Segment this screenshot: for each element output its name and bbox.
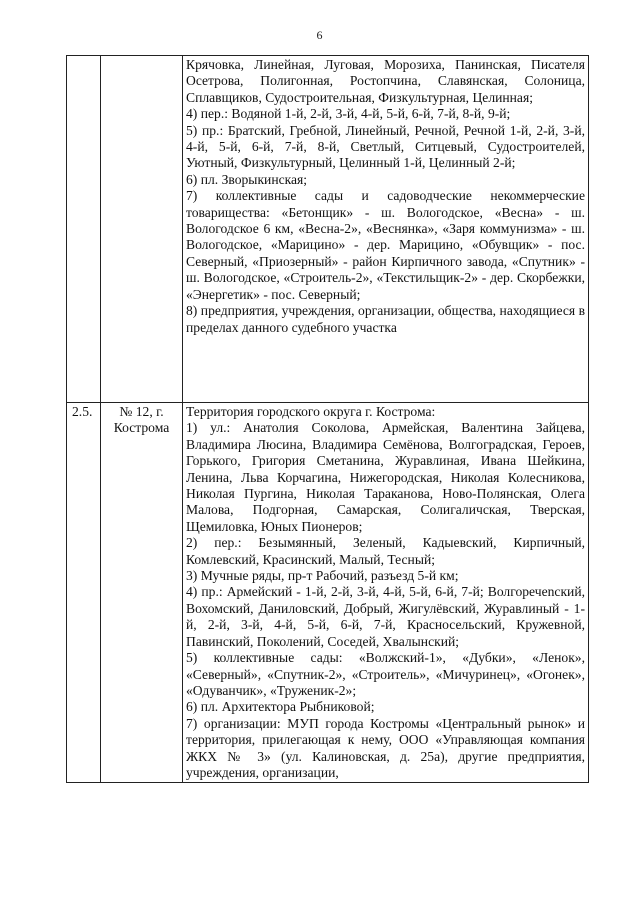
territory-paragraph: 4) пер.: Водяной 1-й, 2-й, 3-й, 4-й, 5-й, 6-й, 7-й, 8-й, 9-й; bbox=[186, 106, 511, 122]
row-number: 2.5. bbox=[67, 403, 101, 783]
territory-paragraph: 7) организации: МУП города Костромы «Центральный рынок» и территория, прилегающая к нему, ООО «Управляющая компания ЖКХ № 3» (ул. Калиновская, д. 25а), другие предприятия, учреждения, организации, bbox=[186, 715, 585, 780]
table-row bbox=[67, 403, 589, 783]
territory-paragraph: 7) коллективные сады и садоводческие некоммерческие товарищества: «Бетонщик» - ш. Вологодское, «Весна» - ш. Вологодское 6 км, «Весна-2», «Веснянка», «Заря коммунизма» - ш. Вологодское, «Марицино» - дер. Марицино, «Обувщик» - пос. Северный, «Приозерный» - район Кирпичного завода, «Спутник» - ш. Вологодское, «Строитель-2», «Текстильщик-2» - дер. Скорбежки, «Энергетик» - пос. Северный; bbox=[186, 188, 585, 302]
row-number bbox=[67, 56, 101, 403]
territory-paragraph: Территория городского округа г. Кострома: bbox=[186, 404, 436, 419]
court-name: № 12, г. Кострома bbox=[101, 403, 183, 783]
territory-paragraph: 5) пр.: Братский, Гребной, Линейный, Речной, Речной 1-й, 2-й, 3-й, 4-й, 5-й, 6-й, 7-й, 8-й, Светлый, Ситцевый, Судостроителей, Уютный, Физкультурный, Целинный 1-й, Целинный 2-й; bbox=[186, 122, 585, 171]
territory-cell bbox=[183, 56, 589, 403]
territory-cell bbox=[183, 403, 589, 783]
territory-paragraph: 4) пр.: Армейский - 1-й, 2-й, 3-й, 4-й, 5-й, 6-й, 7-й; Волгоречеnский, Вохомский, Даниловский, Добрый, Жигулёвский, Журавлиный - 1-й, 2-й, 3-й, 4-й, 5-й, 6-й, 7-й, Красносельский, Кружевной, Павинский, Поколений, Соседей, Хвалынский; bbox=[186, 584, 585, 649]
territory-paragraph: 3) Мучные ряды, пр-т Рабочий, разъезд 5-й км; bbox=[186, 568, 459, 584]
page-number: 6 bbox=[316, 28, 323, 42]
territory-paragraph: 5) коллективные сады: «Волжский-1», «Дубки», «Ленок», «Северный», «Спутник-2», «Строитель», «Мичуринец», «Огонек», «Одуванчик», «Труженик-2»; bbox=[186, 650, 585, 698]
territory-paragraph: Крячовка, Линейная, Луговая, Морозиха, Панинская, Писателя Осетрова, Полигонная, Ростопчина, Славянская, Солоница, Сплавщиков, Судостроительная, Физкультурная, Целинная; bbox=[186, 57, 585, 105]
court-name bbox=[101, 56, 183, 403]
territory-paragraph: 8) предприятия, учреждения, организации, общества, находящиеся в пределах данного судебного участка bbox=[186, 303, 585, 335]
territory-paragraph: 6) пл. Архитектора Рыбниковой; bbox=[186, 699, 375, 715]
table-row bbox=[67, 56, 589, 403]
court-districts-table bbox=[66, 55, 589, 783]
territory-paragraph: 1) ул.: Анатолия Соколова, Армейская, Валентина Зайцева, Владимира Люсина, Владимира Семёнова, Волгоградская, Героев, Горького, Григория Сметанина, Журавлиная, Ивана Шейкина, Ленина, Льва Корчагина, Нижегородская, Николая Колесникова, Николая Пургина, Николая Тараканова, Ново-Полянская, Олега Малова, Подгорная, Самарская, Солигаличская, Тверская, Щемиловка, Юных Пионеров; bbox=[186, 420, 585, 534]
territory-paragraph: 6) пл. Зворыкинская; bbox=[186, 171, 308, 187]
territory-paragraph: 2) пер.: Безымянный, Зеленый, Кадыевский, Кирпичный, Комлевский, Красинский, Малый, Тесный; bbox=[186, 535, 585, 567]
